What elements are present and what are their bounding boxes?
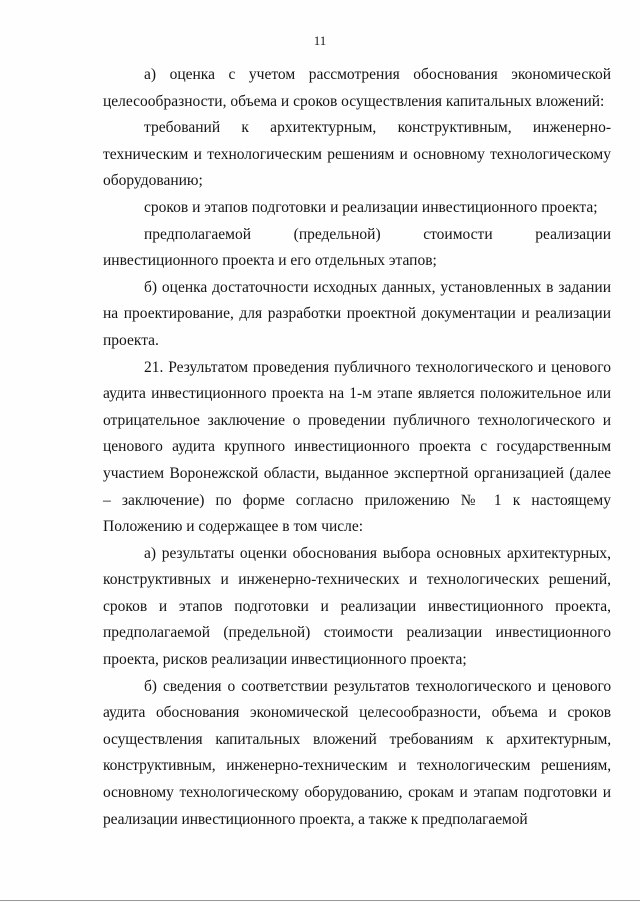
paragraph-21-result: 21. Результатом проведения публичного технологического и ценового аудита инвестиционного проекта на 1-м этапе является положительное или отрицательное заключение о проведении публичного технологического и ценового аудита крупного инвестиционного проекта с государственным участием Воронежской области, выданное экспертной организацией (далее – заключение) по форме согласно приложению № 1 к настоящему Положению и содержащее в том числе: <box>103 358 611 536</box>
paragraph-a-assessment: а) оценка с учетом рассмотрения обоснования экономической целесообразности, объема и сроков осуществления капитальных вложений: <box>103 66 611 110</box>
paragraph-estimated-cost: предполагаемой (предельной) стоимости реализации инвестиционного проекта и его отдельных этапов; <box>103 225 611 270</box>
paragraph-timelines: сроков и этапов подготовки и реализации инвестиционного проекта; <box>144 198 598 216</box>
page-bottom-edge <box>0 900 640 901</box>
page-number: 11 <box>313 33 327 48</box>
paragraph-requirements: требований к архитектурным, конструктивным, инженерно-техническим и технологическим решениям и основному технологическому оборудованию; <box>103 119 611 190</box>
paragraph-b-compliance: б) сведения о соответствии результатов технологического и ценового аудита обоснования экономической целесообразности, объема и сроков осуществления капитальных вложений требованиям к архитектурным, конструктивным, инженерно-техническим и технологическим решениям, основному технологическому оборудованию, срокам и этапам подготовки и реализации инвестиционного проекта, а также к предполагаемой <box>103 677 611 828</box>
document-body <box>103 62 611 833</box>
paragraph-b-sufficiency: б) оценка достаточности исходных данных, установленных в задании на проектирование, для разработки проектной документации и реализации проекта. <box>103 278 611 349</box>
paragraph-a-results: а) результаты оценки обоснования выбора основных архитектурных, конструктивных и инженерно-технических и технологических решений, сроков и этапов подготовки и реализации инвестиционного проекта, предполагаемой (предельной) стоимости реализации инвестиционного проекта, рисков реализации инвестиционного проекта; <box>103 544 611 669</box>
